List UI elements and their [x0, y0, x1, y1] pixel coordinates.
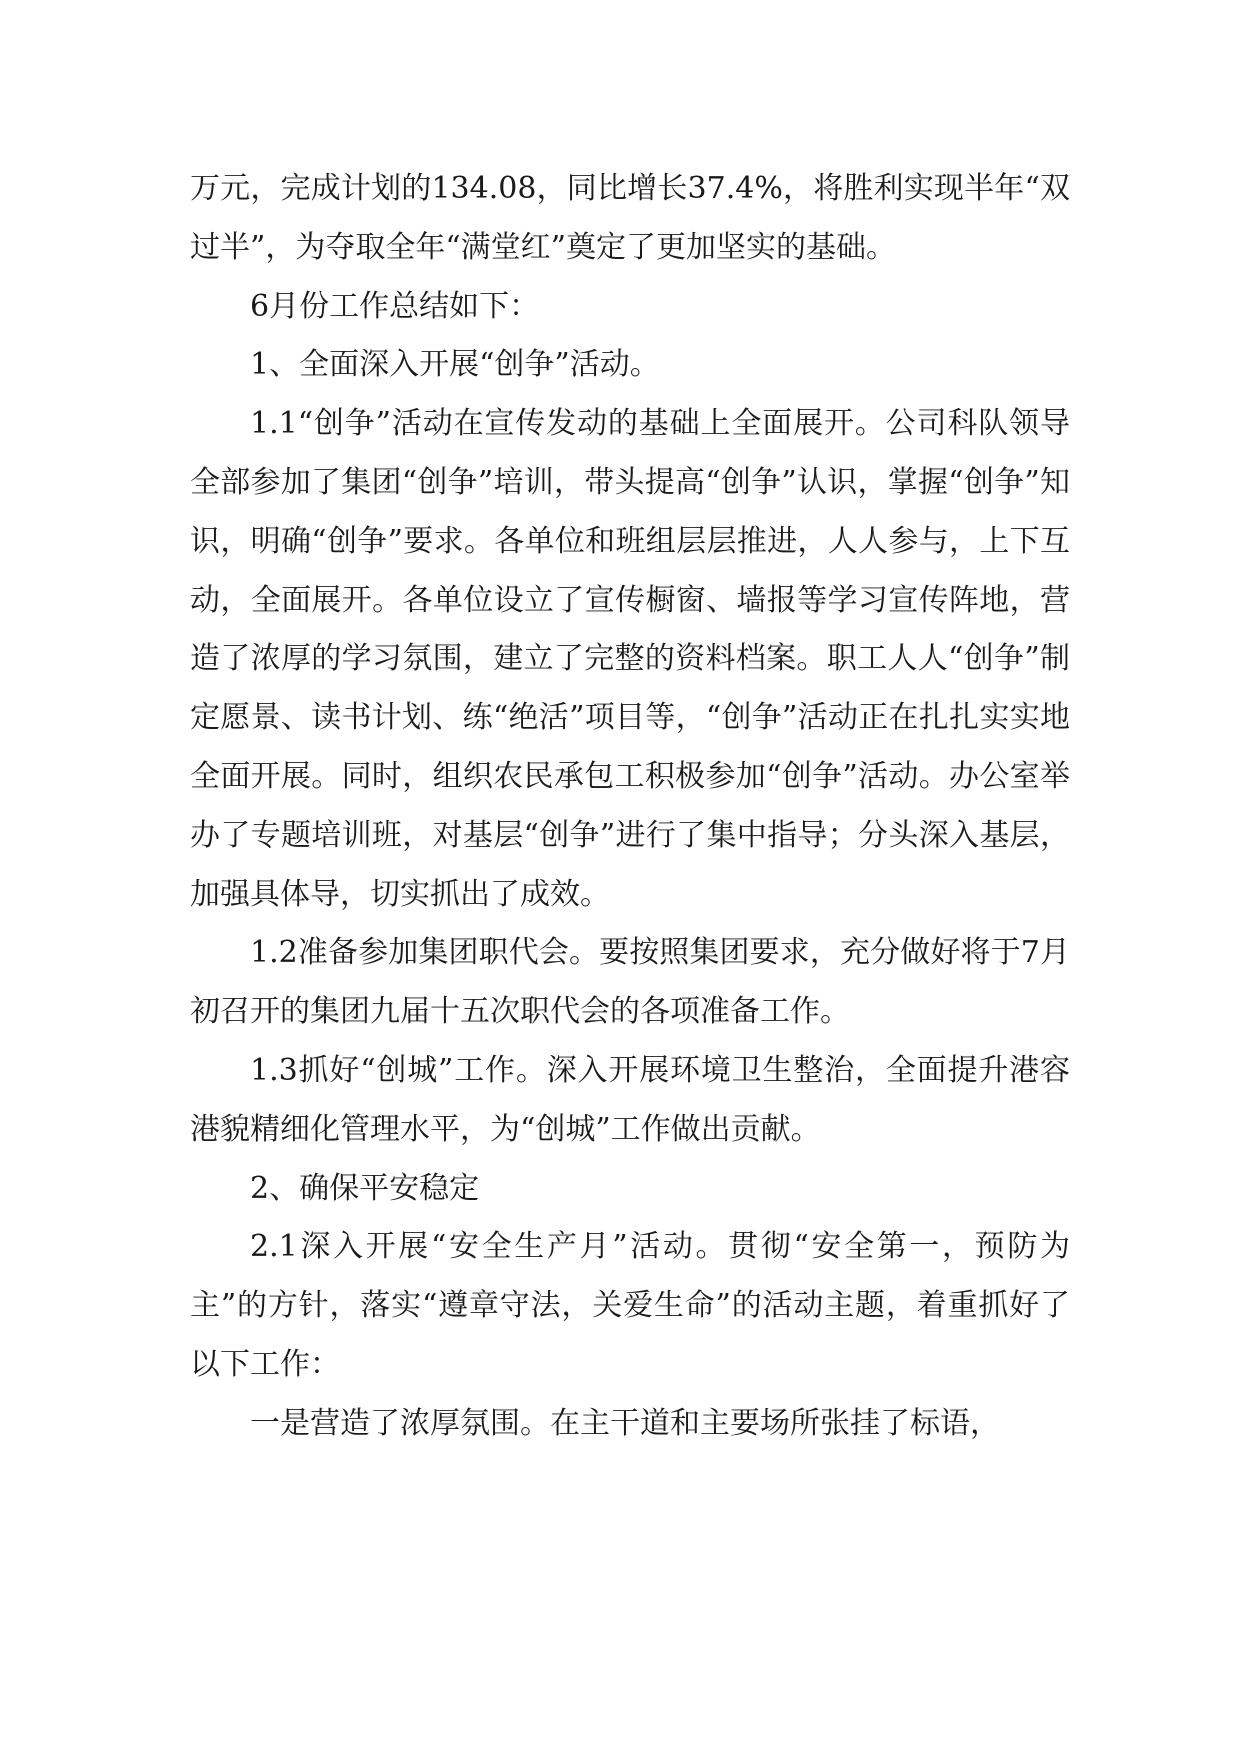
- paragraph-8: 2.1深入开展“安全生产月”活动。贯彻“安全第一，预防为主”的方针，落实“遵章守法，关爱生命”的活动主题，着重抓好了以下工作：: [190, 1229, 1070, 1382]
- paragraph-7: 2、确保平安稳定: [250, 1170, 480, 1206]
- paragraph-5: 1.2准备参加集团职代会。要按照集团要求，充分做好将于7月初召开的集团九届十五次职代会的各项准备工作。: [190, 935, 1070, 1030]
- paragraph-2: 6月份工作总结如下：: [250, 288, 540, 324]
- paragraph-3: 1、全面深入开展“创争”活动。: [250, 347, 660, 383]
- paragraph-9: 一是营造了浓厚氛围。在主干道和主要场所张挂了标语，: [250, 1405, 1000, 1441]
- paragraph-4: 1.1“创争”活动在宣传发动的基础上全面展开。公司科队领导全部参加了集团“创争”培训，带头提高“创争”认识，掌握“创争”知识，明确“创争”要求。各单位和班组层层推进，人人参与，上下互动，全面展开。各单位设立了宣传橱窗、墙报等学习宣传阵地，营造了浓厚的学习氛围，建立了完整的资料档案。职工人人“创争”制定愿景、读书计划、练“绝活”项目等，“创争”活动正在扎扎实实地全面开展。同时，组织农民承包工积极参加“创争”活动。办公室举办了专题培训班，对基层“创争”进行了集中指导；分头深入基层，加强具体导，切实抓出了成效。: [190, 406, 1070, 912]
- paragraph-1: 万元，完成计划的134.08，同比增长37.4%，将胜利实现半年“双过半”，为夺取全年“满堂红”奠定了更加坚实的基础。: [190, 171, 1070, 265]
- paragraph-6: 1.3抓好“创城”工作。深入开展环境卫生整治，全面提升港容港貌精细化管理水平，为“创城”工作做出贡献。: [190, 1052, 1070, 1147]
- document-body: [190, 160, 1070, 1454]
